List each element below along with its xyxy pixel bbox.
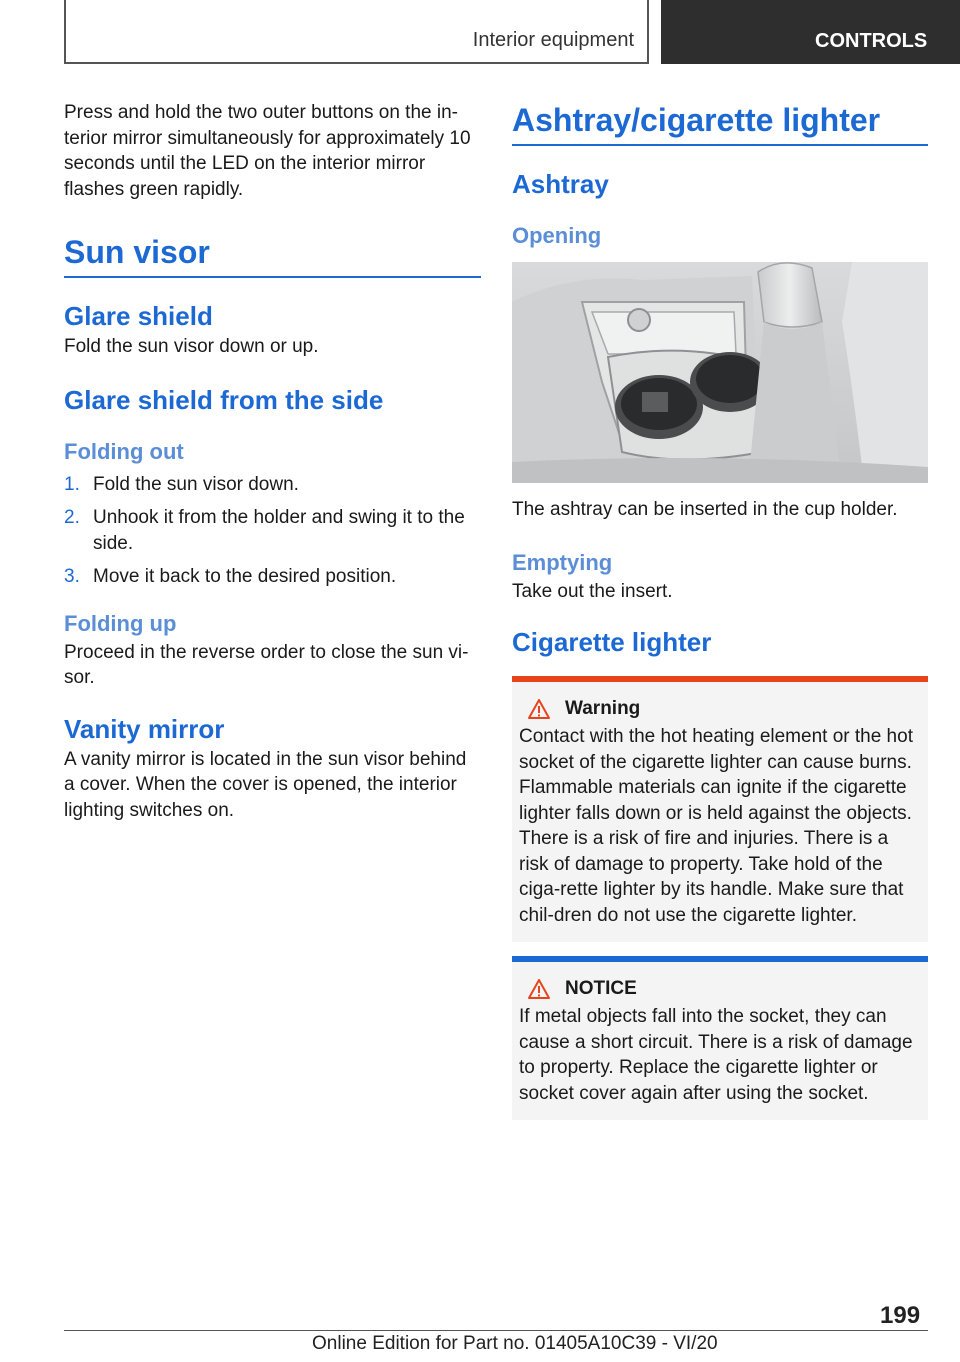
- step-number: 3.: [64, 566, 80, 587]
- warning-box: [512, 676, 928, 942]
- step-number: 1.: [64, 473, 80, 495]
- figure-caption: The ashtray can be inserted in the cup holder.: [512, 499, 898, 520]
- ashtray-cup-holder-illustration: [512, 262, 928, 483]
- step-number: 2.: [64, 507, 80, 528]
- folding-out-steps: [64, 472, 481, 590]
- notice-text: If metal objects fall into the socket, they can cause a short circuit. There is a risk of damage to property. Replace the cigarette lighter or socket cover again after using the socket.: [519, 1006, 913, 1104]
- emptying-heading: Emptying: [512, 549, 613, 575]
- header-section-label: Interior equipment: [472, 29, 634, 51]
- step-text: Unhook it from the holder and swing it to the side.: [93, 507, 465, 554]
- list-item: [64, 505, 481, 556]
- glare-shield-text: Fold the sun visor down or up.: [64, 336, 319, 357]
- warning-text: Contact with the hot heating element or the hot socket of the cigarette lighter can cause burns. Flammable materials can ignite if the cigarette lighter falls down or is held against the objects. There is a risk of fire and injuries. There is a risk of damage to property. Take hold of the ciga-rette lighter by its handle. Make sure that chil-dren do not use the cigarette lighter.: [519, 726, 913, 926]
- sun-visor-heading: Sun visor: [64, 232, 481, 278]
- intro-paragraph: Press and hold the two outer buttons on the in-terior mirror simultaneously for approximately 10 seconds until the LED on the interior mirror flashes green rapidly.: [64, 102, 471, 200]
- step-text: Move it back to the desired position.: [93, 566, 397, 587]
- notice-title-row: [519, 978, 921, 1000]
- warning-bar: [512, 676, 928, 682]
- cigarette-lighter-heading: Cigarette lighter: [512, 627, 712, 657]
- left-column: [64, 100, 481, 823]
- vanity-mirror-heading: Vanity mirror: [64, 713, 225, 744]
- list-item: [64, 564, 481, 590]
- step-text: Fold the sun visor down.: [93, 473, 299, 495]
- warning-triangle-icon: [527, 698, 551, 720]
- list-item: [64, 472, 481, 498]
- opening-heading: Opening: [512, 223, 602, 248]
- footer-divider: [64, 1330, 928, 1331]
- folding-up-text: Proceed in the reverse order to close the sun vi-sor.: [64, 641, 469, 688]
- notice-bar: [512, 956, 928, 962]
- folding-out-heading: Folding out: [64, 438, 184, 464]
- warning-title: Warning: [565, 698, 641, 719]
- notice-title: NOTICE: [565, 978, 637, 999]
- ashtray-lighter-heading: Ashtray/cigarette lighter: [512, 100, 928, 146]
- header-chapter-tab: CONTROLS: [661, 0, 960, 64]
- glare-shield-heading: Glare shield: [64, 301, 213, 331]
- folding-up-heading: Folding up: [64, 610, 177, 636]
- glare-shield-side-heading: Glare shield from the side: [64, 384, 384, 415]
- vanity-mirror-text: A vanity mirror is located in the sun visor behind a cover. When the cover is opened, the interior lighting switches on.: [64, 748, 467, 821]
- notice-triangle-icon: [527, 978, 551, 1000]
- emptying-text: Take out the insert.: [512, 580, 673, 602]
- footer-edition-text: Online Edition for Part no. 01405A10C39 - VI/20: [312, 1333, 718, 1354]
- right-column: [512, 100, 928, 1120]
- warning-title-row: [519, 698, 921, 720]
- page-number: 199: [880, 1302, 921, 1329]
- notice-box: [512, 956, 928, 1120]
- ashtray-heading: Ashtray: [512, 169, 609, 199]
